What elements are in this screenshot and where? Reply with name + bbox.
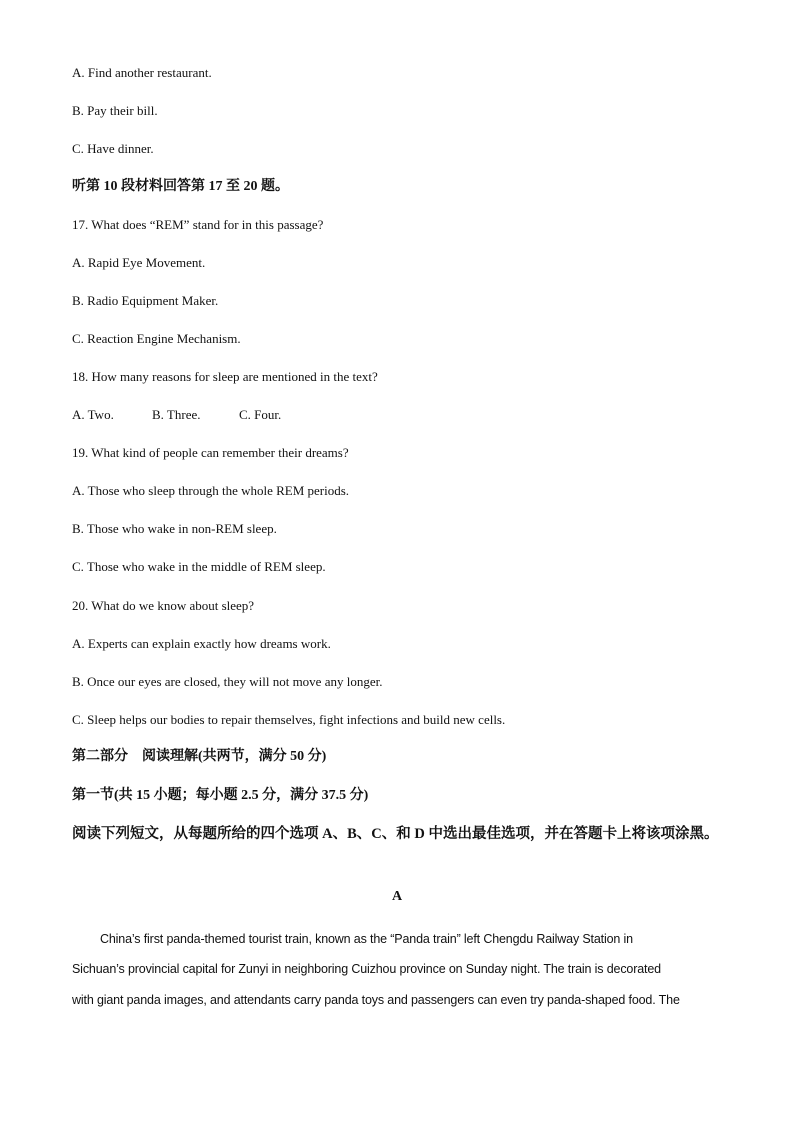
q17-option-b: B. Radio Equipment Maker. — [72, 293, 219, 308]
passage-line: Sichuan’s provincial capital for Zunyi in neighboring Cuizhou province on Sunday night. The train is decorated — [72, 962, 661, 976]
q20-question: 20. What do we know about sleep? — [72, 598, 255, 613]
q17-option-a: A. Rapid Eye Movement. — [72, 255, 206, 270]
q19-question: 19. What kind of people can remember their dreams? — [72, 445, 349, 460]
q17-option-c: C. Reaction Engine Mechanism. — [72, 331, 241, 346]
q19-option-b: B. Those who wake in non-REM sleep. — [72, 521, 277, 536]
q18-option-a: A. Two. — [72, 407, 114, 422]
q19-option-c: C. Those who wake in the middle of REM sleep. — [72, 559, 326, 574]
section1-title: 第一节(共 15 小题；每小题 2.5 分，满分 37.5 分) — [72, 788, 369, 803]
passage-line: China’s first panda-themed tourist train, known as the “Panda train” left Chengdu Railway Station in — [100, 932, 633, 946]
q16-option-a: A. Find another restaurant. — [72, 65, 212, 80]
q20-option-b: B. Once our eyes are closed, they will not move any longer. — [72, 674, 383, 689]
part2-title: 第二部分 阅读理解(共两节，满分 50 分) — [72, 749, 327, 764]
passage-label: A — [391, 889, 403, 904]
q20-option-c: C. Sleep helps our bodies to repair themselves, fight infections and build new cells. — [72, 712, 506, 727]
q16-option-c: C. Have dinner. — [72, 141, 154, 156]
q20-option-a: A. Experts can explain exactly how dreams work. — [72, 636, 331, 651]
q18-option-b: B. Three. — [152, 407, 201, 422]
section-header: 听第 10 段材料回答第 17 至 20 题。 — [72, 179, 289, 194]
q18-options — [72, 407, 281, 423]
reading-instruction: 阅读下列短文，从每题所给的四个选项 A、B、C、和 D 中选出最佳选项，并在答题卡上将该项涂黑。 — [72, 826, 719, 842]
q17-question: 17. What does “REM” stand for in this passage? — [72, 217, 324, 232]
q18-option-c: C. Four. — [239, 407, 282, 422]
passage-line: with giant panda images, and attendants carry panda toys and passengers can even try panda-shaped food. The — [72, 993, 680, 1007]
q18-question: 18. How many reasons for sleep are mentioned in the text? — [72, 369, 378, 384]
q19-option-a: A. Those who sleep through the whole REM periods. — [72, 483, 350, 498]
q16-option-b: B. Pay their bill. — [72, 103, 158, 118]
